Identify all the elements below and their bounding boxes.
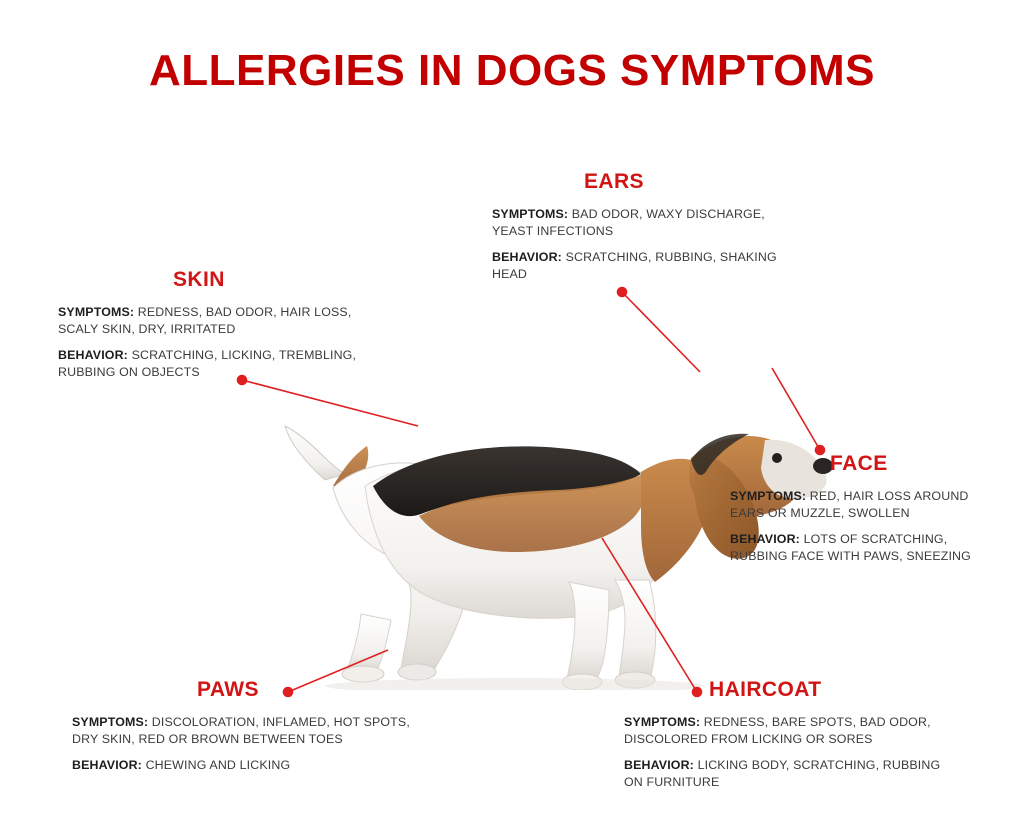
- callout-haircoat-symptoms-text: REDNESS, BARE SPOTS, BAD ODOR, DISCOLORED FROM LICKING OR SORES: [624, 715, 931, 746]
- callout-skin-symptoms-text: REDNESS, BAD ODOR, HAIR LOSS, SCALY SKIN, DRY, IRRITATED: [58, 305, 352, 336]
- page-title: ALLERGIES IN DOGS SYMPTOMS: [148, 46, 876, 95]
- callout-ears-heading: EARS: [584, 170, 644, 193]
- callout-ears: [492, 170, 782, 292]
- callout-ears-behavior-text: SCRATCHING, RUBBING, SHAKING HEAD: [492, 250, 777, 281]
- callout-haircoat-behavior-text: LICKING BODY, SCRATCHING, RUBBING ON FURNITURE: [624, 758, 941, 789]
- behavior-label: BEHAVIOR:: [492, 250, 562, 264]
- callout-face-heading: FACE: [830, 452, 888, 475]
- callout-face: [730, 452, 1000, 574]
- symptoms-label: SYMPTOMS:: [624, 715, 701, 729]
- callout-face-symptoms-text: RED, HAIR LOSS AROUND EARS OR MUZZLE, SWOLLEN: [730, 489, 969, 520]
- callout-paws-symptoms-text: DISCOLORATION, INFLAMED, HOT SPOTS, DRY SKIN, RED OR BROWN BETWEEN TOES: [72, 715, 410, 746]
- behavior-label: BEHAVIOR:: [730, 532, 800, 546]
- callout-skin: [58, 268, 378, 390]
- dog-front-leg-far: [615, 580, 656, 676]
- behavior-label: BEHAVIOR:: [624, 758, 694, 772]
- behavior-label: BEHAVIOR:: [58, 348, 128, 362]
- callout-haircoat-behavior: [624, 757, 954, 790]
- symptoms-label: SYMPTOMS:: [492, 207, 569, 221]
- callout-paws-behavior: [72, 757, 412, 774]
- dog-front-leg-near: [567, 582, 609, 678]
- symptoms-label: SYMPTOMS:: [730, 489, 807, 503]
- callout-face-behavior-text: LOTS OF SCRATCHING, RUBBING FACE WITH PAWS, SNEEZING: [730, 532, 971, 563]
- callout-paws: [72, 678, 412, 784]
- symptoms-label: SYMPTOMS:: [58, 305, 135, 319]
- callout-haircoat-heading: HAIRCOAT: [709, 678, 822, 701]
- callout-skin-behavior-text: SCRATCHING, LICKING, TREMBLING, RUBBING ON OBJECTS: [58, 348, 357, 379]
- callout-paws-behavior-text: CHEWING AND LICKING: [145, 758, 291, 772]
- callout-paws-symptoms: [72, 714, 412, 747]
- callout-haircoat: [624, 678, 954, 800]
- callout-haircoat-symptoms: [624, 714, 954, 747]
- callout-face-symptoms: [730, 488, 1000, 521]
- callout-ears-symptoms-text: BAD ODOR, WAXY DISCHARGE, YEAST INFECTIONS: [492, 207, 765, 238]
- callout-paws-heading: PAWS: [197, 678, 259, 701]
- callout-ears-symptoms: [492, 206, 782, 239]
- callout-skin-heading: SKIN: [173, 268, 225, 291]
- symptoms-label: SYMPTOMS:: [72, 715, 149, 729]
- callout-skin-symptoms: [58, 304, 378, 337]
- behavior-label: BEHAVIOR:: [72, 758, 142, 772]
- callout-skin-behavior: [58, 347, 378, 380]
- dog-tail: [285, 426, 345, 480]
- dog-hind-leg: [347, 614, 391, 670]
- callout-face-behavior: [730, 531, 1000, 564]
- callout-ears-behavior: [492, 249, 782, 282]
